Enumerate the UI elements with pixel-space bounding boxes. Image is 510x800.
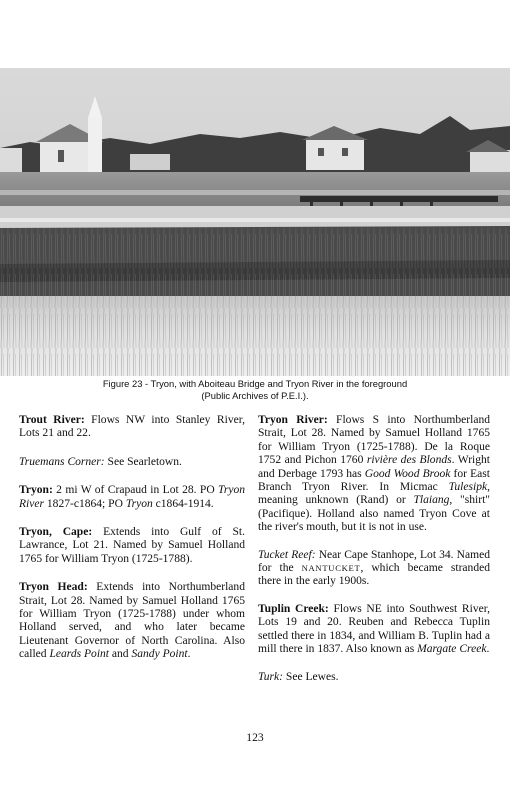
entry-tuplin-creek xyxy=(258,603,490,657)
figure-photo xyxy=(0,68,510,376)
entry-truemans-corner xyxy=(19,456,245,469)
entry-text: Near Cape Stanhope, Lot 34. Named for the xyxy=(258,548,490,575)
entry-text: Flows NE into Southwest River, Lots 19 and 20. Reuben and Rebecca Tuplin settled there in 1834, and William B. Tuplin had a mill there in 1837. Also known as xyxy=(258,602,491,656)
entry-tryon-head xyxy=(19,581,245,661)
entry-text: Extends into Gulf of St. Lawrance, Lot 21. Named by Samuel Holland 1765 for William Tryon (1725-1788). xyxy=(19,526,245,565)
entry-text: , which became stranded there in the early 1900s. xyxy=(258,562,490,588)
entry-italic: rivière des Blonds xyxy=(366,454,452,467)
page-number: 123 xyxy=(246,731,264,744)
entry-italic: Leards Point xyxy=(49,648,110,661)
entry-italic: Good Wood Brook xyxy=(364,467,451,480)
entry-text: Flows NW into Stanley River, Lots 21 and 22. xyxy=(19,414,246,440)
entry-trout-river xyxy=(19,414,245,441)
entry-italic: Sandy Point xyxy=(131,648,188,661)
headword: Tuplin Creek: xyxy=(258,602,329,615)
headword: Turk: xyxy=(258,670,284,683)
entry-italic: Tulesipk xyxy=(448,481,488,494)
headword: Truemans Corner: xyxy=(19,455,105,468)
tryon-landscape-photo xyxy=(0,68,510,376)
entry-italic: Margate Creek xyxy=(417,643,487,656)
headword: Tucket Reef: xyxy=(258,548,316,561)
entry-text: 1827-c1864; PO xyxy=(44,497,126,510)
headword: Tryon: xyxy=(19,484,53,497)
headword: Trout River: xyxy=(19,414,85,426)
caption-line-1: Figure 23 - Tryon, with Aboiteau Bridge and Tryon River in the foreground xyxy=(102,378,408,389)
headword: Tryon River: xyxy=(258,414,328,426)
entry-text: . Wright and Derbage 1793 has xyxy=(258,454,491,480)
entry-tryon xyxy=(19,484,245,511)
entry-turk xyxy=(258,671,490,684)
right-column xyxy=(258,414,490,699)
entry-text: See Lewes. xyxy=(283,670,339,683)
figure-caption xyxy=(40,378,470,401)
entry-text: and xyxy=(109,648,132,661)
entry-text: Flows S into Northumberland Strait, Lot 28. Named by Samuel Holland 1765 for William Tryon (1725-1788). De la Roque 1752 and Pichon 1760 xyxy=(258,414,490,467)
headword: Tryon, Cape: xyxy=(19,526,93,539)
entry-italic: Tryon xyxy=(125,497,153,510)
entry-text: , meaning unknown (Rand) or xyxy=(258,481,490,507)
entry-text: . xyxy=(486,643,490,656)
entry-text: c1864-1914. xyxy=(152,497,214,510)
entry-text: for East Branch Tryon River. In Micmac xyxy=(258,467,490,494)
ship-name: NANTUCKET xyxy=(301,563,361,574)
caption-line-2: (Public Archives of P.E.I.). xyxy=(201,389,309,401)
entry-text: . xyxy=(187,648,191,661)
entry-tucket-reef xyxy=(258,549,490,589)
headword: Tryon Head: xyxy=(19,581,88,594)
entry-text: 2 mi W of Crapaud in Lot 28. PO xyxy=(52,484,219,497)
entry-italic: Tryon River xyxy=(19,484,245,510)
entry-text: , "shirt" (Pacifique). Holland also named Tryon Cove at the river's mouth, but it is not in use. xyxy=(258,494,490,534)
entry-text: Extends into Northumberland Strait, Lot 28. Named by Samuel Holland 1765 for William Tryon (1725-1788) under whom Holland served, and who later became Lieutenant Governor of North Carolina. Also called xyxy=(19,581,245,661)
entry-tryon-cape xyxy=(19,526,245,566)
entry-italic: Tlaiang xyxy=(413,494,450,507)
entry-text: See Searletown. xyxy=(104,455,182,468)
entry-tryon-river xyxy=(258,414,490,535)
left-column xyxy=(19,414,245,677)
